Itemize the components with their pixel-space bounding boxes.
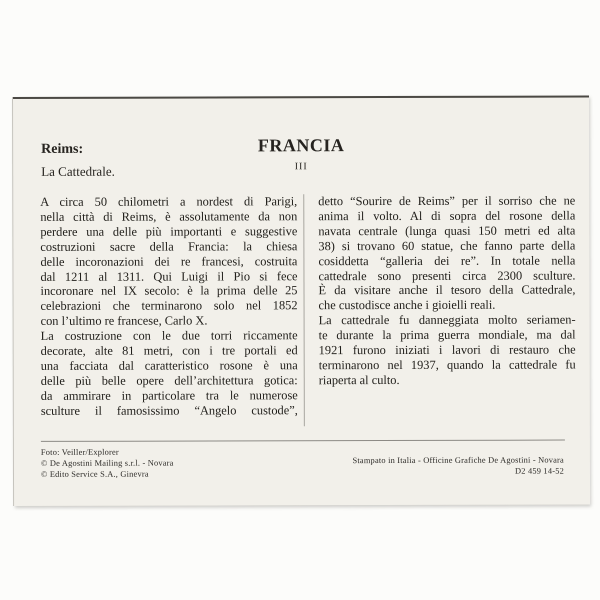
card-location-title: Reims:	[41, 141, 84, 157]
credits-right	[353, 455, 564, 478]
body-line: che custodisce anche i gioielli reali.	[318, 298, 496, 313]
card-subject-title: La Cattedrale.	[41, 163, 115, 179]
postcard-back	[13, 95, 590, 506]
body-line: celebrazioni che terminarono solo nel 1852	[40, 298, 298, 314]
credit-line: Stampato in Italia - Officine Grafiche De Agostini - Novara	[352, 455, 564, 466]
body-line: nella città di Reims, è assolutamente da non	[40, 209, 298, 224]
body-column-left	[40, 194, 298, 418]
body-line: decorate, alte 81 metri, con i tre portali ed	[40, 343, 298, 358]
body-line: delle incoronazioni dei re francesi, costruita	[40, 253, 298, 269]
body-line: delle più belle opere dell’architettura gotica:	[40, 373, 298, 388]
body-line: riaperta al culto.	[318, 372, 400, 388]
card-series-number: III	[294, 161, 308, 173]
body-line: A circa 50 chilometri a nordest di Parigi,	[40, 194, 298, 209]
body-line: La cattedrale fu danneggiata molto seriamen-	[318, 312, 576, 328]
body-line: terminarono nel 1937, quando la cattedrale fu	[318, 357, 576, 373]
body-line: te durante la prima guerra mondiale, ma dal	[318, 327, 576, 343]
body-line: cattedrale sono presenti circa 2300 sculture.	[318, 268, 576, 283]
column-divider	[303, 194, 305, 426]
body-line: È da visitare anche il tesoro della Cattedrale,	[318, 282, 576, 298]
body-line: navata centrale (lunga quasi 150 metri ed alta	[318, 223, 576, 239]
body-line: detto “Sourire de Reims” per il sorriso che ne	[318, 193, 576, 209]
body-line: anima il volto. Al di sopra del rosone della	[318, 208, 576, 224]
body-line: 38) si trovano 60 statue, che fanno parte della	[318, 238, 576, 253]
body-line: da ammirare in particolare tra le numerose	[40, 388, 298, 403]
footer-rule	[41, 440, 565, 442]
body-column-right	[318, 194, 576, 388]
body-line: cosiddetta “galleria dei re”. In totale nella	[318, 253, 576, 268]
body-line: La costruzione con le due torri riccamente	[40, 328, 298, 344]
credit-line: © De Agostini Mailing s.r.l. - Novara	[40, 458, 174, 468]
body-line: con l’ultimo re francese, Carlo X.	[40, 313, 208, 329]
credit-line: D2 459 14-52	[515, 466, 564, 476]
card-country-title: FRANCIA	[257, 135, 345, 156]
body-line: una facciata dal caratteristico rosone è una	[40, 358, 298, 373]
body-line: costruzioni sacre della Francia: la chiesa	[40, 238, 298, 254]
body-line: dal 1211 al 1311. Qui Luigi il Pio si fece	[40, 268, 298, 284]
body-line: 1921 furono iniziati i lavori di restauro che	[318, 342, 576, 358]
body-line: sculture il famosissimo “Angelo custode”,	[40, 402, 298, 418]
credit-line: © Edito Service S.A., Ginevra	[40, 469, 149, 479]
credits-left	[41, 447, 174, 480]
credit-line: Foto: Veiller/Explorer	[40, 447, 119, 457]
body-line: incoronare nel IX secolo: è la prima delle 25	[40, 283, 298, 299]
body-line: perdere una delle più importanti e suggestive	[40, 224, 298, 239]
